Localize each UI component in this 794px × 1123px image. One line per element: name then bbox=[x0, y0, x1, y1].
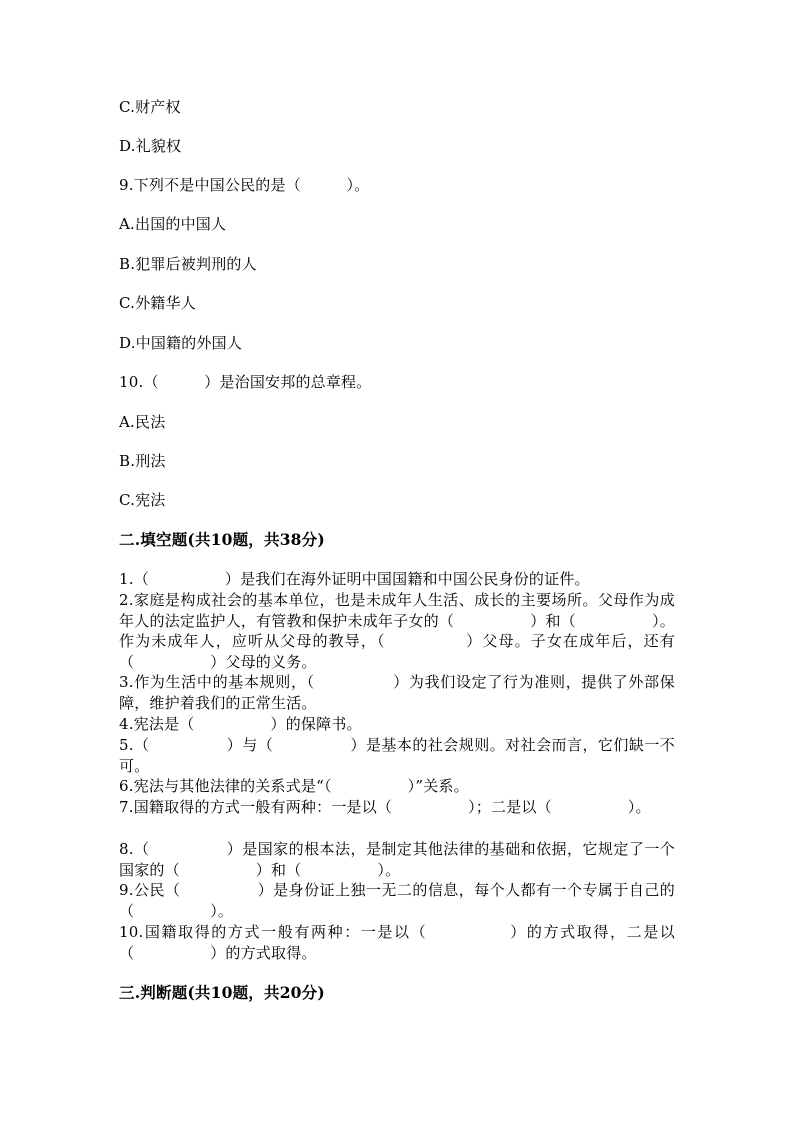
option-c-property-right: C.财产权 bbox=[119, 98, 181, 116]
fill-item-10: 10.国籍取得的方式一般有两种：一是以（ ）的方式取得，二是以（ ）的方式取得。 bbox=[119, 923, 675, 962]
fill-item-7: 7.国籍取得的方式一般有两种：一是以（ ）；二是以（ ）。 bbox=[119, 798, 651, 816]
fill-item-4: 4.宪法是（ ）的保障书。 bbox=[119, 715, 362, 733]
fill-item-3: 3.作为生活中的基本规则，（ ）为我们设定了行为准则，提供了外部保障，维护着我们的正常生活。 bbox=[119, 673, 675, 712]
fill-item-6: 6.宪法与其他法律的关系式是“（ ）”关系。 bbox=[119, 777, 469, 795]
question-9-option-c: C.外籍华人 bbox=[119, 294, 196, 312]
fill-item-5: 5.（ ）与（ ）是基本的社会规则。对社会而言，它们缺一不可。 bbox=[119, 736, 675, 775]
question-10-option-a: A.民法 bbox=[119, 413, 166, 431]
question-10-text: 10.（ ）是治国安邦的总章程。 bbox=[119, 373, 372, 391]
option-d-courtesy-right: D.礼貌权 bbox=[119, 137, 182, 155]
fill-item-8: 8.（ ）是国家的根本法，是制定其他法律的基础和依据，它规定了一个国家的（ ）和（ ）。 bbox=[119, 840, 675, 879]
section-3-heading: 三.判断题(共10题，共20分) bbox=[119, 983, 325, 1002]
question-10-option-c: C.宪法 bbox=[119, 491, 166, 509]
section-2-heading: 二.填空题(共10题，共38分) bbox=[119, 530, 325, 549]
question-10-option-b: B.刑法 bbox=[119, 452, 166, 470]
fill-item-1: 1.（ ）是我们在海外证明中国国籍和中国公民身份的证件。 bbox=[119, 570, 590, 588]
question-9-option-a: A.出国的中国人 bbox=[119, 215, 227, 233]
fill-item-9: 9.公民（ ）是身份证上独一无二的信息，每个人都有一个专属于自己的（ ）。 bbox=[119, 881, 675, 920]
question-9-option-d: D.中国籍的外国人 bbox=[119, 334, 243, 352]
question-9-text: 9.下列不是中国公民的是（ ）。 bbox=[119, 176, 370, 194]
fill-item-2: 2.家庭是构成社会的基本单位，也是未成年人生活、成长的主要场所。父母作为成年人的法定监护人，有管教和保护未成年子女的（ ）和（ ）。作为未成年人，应听从父母的教导，（ ）父母。子女在成年后，还有（ ）父母的义务。 bbox=[119, 591, 675, 671]
question-9-option-b: B.犯罪后被判刑的人 bbox=[119, 255, 257, 273]
